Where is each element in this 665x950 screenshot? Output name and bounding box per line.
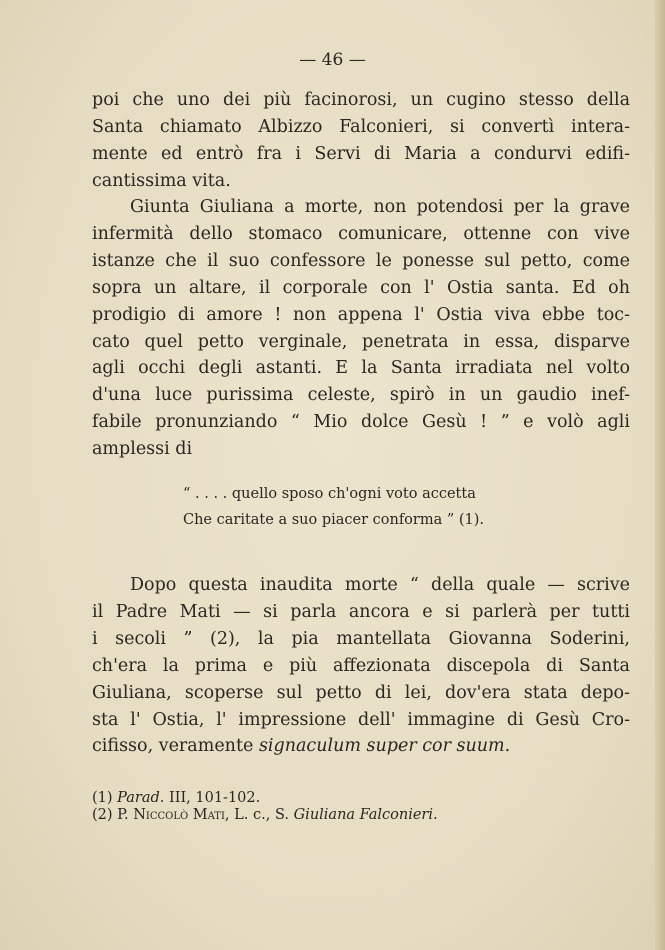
text-segment: cifisso, veramente — [92, 736, 254, 756]
text-line: prodigio di amore ! non appena l' Ostia viva ebbe toc- — [92, 304, 630, 325]
text-line — [92, 735, 630, 757]
text-line: fabile pronunziando “ Mio dolce Gesù ! ” e volò agli — [92, 412, 630, 433]
text-line: i secoli ” (2), la pia mantellata Giovanna Soderini, — [92, 628, 630, 649]
footnote-number: (1) — [92, 790, 113, 806]
text-line: ch'era la prima e più affezionata discepola di Santa — [92, 655, 630, 676]
text-line: d'una luce purissima celeste, spirò in un gaudio inef- — [92, 385, 630, 406]
footnote-ref: III, 101-102. — [168, 790, 261, 806]
text-line: poi che uno dei più facinorosi, un cugino stesso della — [92, 90, 630, 110]
text-line: Giunta Giuliana a morte, non potendosi per la grave — [130, 197, 630, 217]
page-edge — [655, 0, 665, 950]
page-number: — 46 — — [299, 50, 366, 70]
text-line: mente ed entrò fra i Servi di Maria a condurvi edifi- — [92, 143, 630, 164]
text-line: cato quel petto verginale, penetrata in essa, disparve — [92, 331, 630, 352]
footnote-1 — [92, 789, 260, 807]
footnote-number: (2) — [92, 807, 113, 823]
quote-line: Che caritate a suo piacer conforma ” (1). — [183, 512, 485, 528]
footnote-title: Giuliana Falconieri. — [293, 807, 438, 823]
footnote-title: Parad. — [117, 790, 165, 806]
text-line: amplessi di — [92, 439, 193, 460]
footnote-text: P. — [117, 807, 129, 823]
footnote-text: L. c., S. — [234, 807, 289, 823]
footnote-2 — [92, 806, 438, 824]
text-line: cantissima vita. — [92, 170, 231, 191]
text-line: sopra un altare, il corporale con l' Ostia santa. Ed oh — [92, 277, 630, 298]
text-line: Giuliana, scoperse sul petto di lei, dov'era stata depo- — [92, 682, 630, 703]
quote-line: “ . . . . quello sposo ch'ogni voto accetta — [183, 486, 476, 502]
text-line: il Padre Mati — si parla ancora e si parlerà per tutti — [92, 601, 630, 622]
text-line: agli occhi degli astanti. E la Santa irradiata nel volto — [92, 358, 630, 379]
text-line: infermità dello stomaco comunicare, ottenne con vive — [92, 223, 630, 244]
text-line: Dopo questa inaudita morte “ della quale — scrive — [130, 575, 630, 595]
footnote-author: Niccolò Mati, — [133, 807, 230, 823]
latin-phrase: signaculum super cor suum. — [258, 736, 511, 756]
text-line: Santa chiamato Albizzo Falconieri, si convertì intera- — [92, 116, 630, 137]
text-line: sta l' Ostia, l' impressione dell' immagine di Gesù Cro- — [92, 709, 630, 730]
text-line: istanze che il suo confessore le ponesse sul petto, come — [92, 250, 630, 271]
